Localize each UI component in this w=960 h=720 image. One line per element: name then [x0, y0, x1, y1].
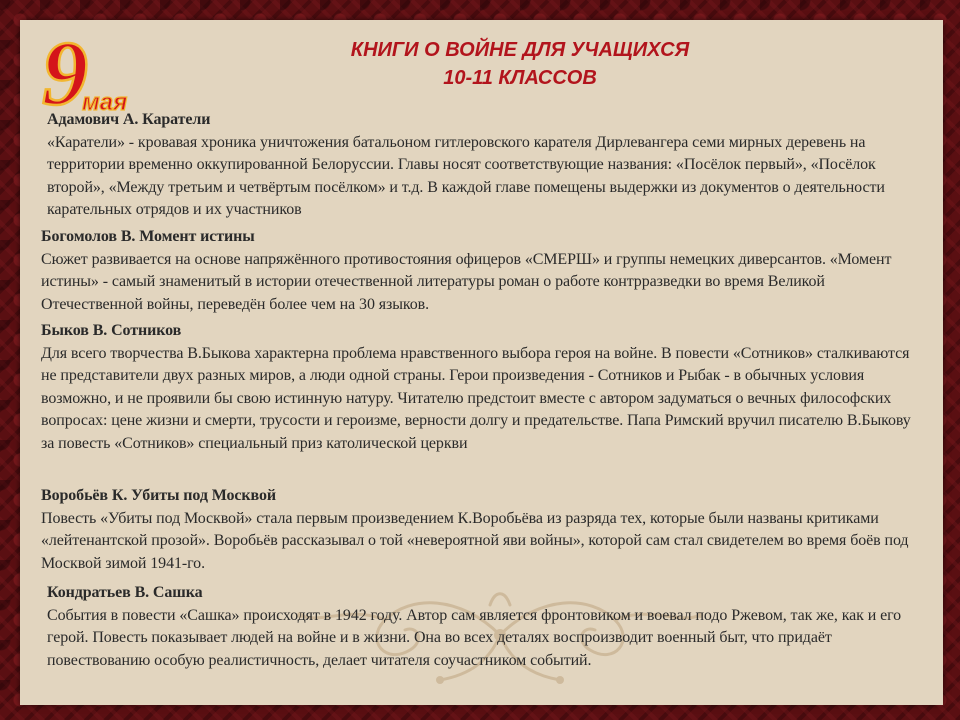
book-entry-bogomolov [41, 226, 921, 316]
book-entry-kondratyev [47, 582, 927, 672]
title-line-1: КНИГИ О ВОЙНЕ ДЛЯ УЧАЩИХСЯ [350, 39, 690, 61]
book-heading: Богомолов В. Момент истины [41, 228, 255, 245]
logo-number: 9 [42, 32, 88, 116]
book-heading: Воробьёв К. Убиты под Москвой [41, 487, 276, 504]
book-heading: Адамович А. Каратели [47, 111, 211, 128]
logo-word: мая [82, 89, 128, 116]
may-9-logo-graphic [40, 32, 160, 116]
book-description: Повесть «Убиты под Москвой» стала первым произведением К.Воробьёва из разряда тех, которые были названы критиками «лейтенантской прозой». Воробьёв рассказывал о той «невероятной яви войны», которой сам стал свидетелем во время боёв под Москвой зимой 1941-го. [41, 509, 909, 572]
book-heading: Кондратьев В. Сашка [47, 584, 203, 601]
book-description: «Каратели» - кровавая хроника уничтожения батальоном гитлеровского карателя Дирлевангера семи мирных деревень на территории временно оккупированной Белоруссии. Главы носят соответствующие названия: «Посёлок первый», «Посёлок второй», «Между третьим и четвёртым посёлком» и т.д. В каждой главе помещены выдержки из документов о деятельности карательных отрядов и их участников [47, 133, 885, 218]
book-entry-bykov [41, 320, 921, 455]
book-description: Для всего творчества В.Быкова характерна проблема нравственного выбора героя на войне. В повести «Сотников» сталкиваются не представители двух разных миров, а люди одной страны. Герои произведения - Сотников и Рыбак - в обычных условия возможно, и не проявили бы свою истинную натуру. Читателю предстоит вместе с автором задуматься о вечных философских вопросах: цене жизни и смерти, трусости и героизме, верности долгу и предательстве. Папа Римский вручил писателю В.Быкову за повесть «Сотников» специальный приз католической церкви [41, 344, 911, 452]
book-entry-vorobyov [41, 485, 921, 575]
book-entry-adamovich [47, 109, 927, 222]
may-9-logo [40, 32, 160, 116]
content-panel [20, 20, 943, 705]
page-title [260, 36, 780, 92]
book-description: События в повести «Сашка» происходят в 1942 году. Автор сам является фронтовиком и воевал подо Ржевом, так же, как и его герой. Повесть показывает людей на войне и в жизни. Она во всех деталях воспроизводит военный быт, что придаёт повествованию особую реалистичность, делает читателя соучастником событий. [47, 606, 902, 669]
title-line-2: 10-11 КЛАССОВ [443, 67, 597, 89]
book-heading: Быков В. Сотников [41, 322, 182, 339]
book-description: Сюжет развивается на основе напряжённого противостояния офицеров «СМЕРШ» и группы немецких диверсантов. «Момент истины» - самый знаменитый в истории отечественной литературы роман о работе контрразведки во время Великой Отечественной войны, переведён более чем на 30 языков. [41, 250, 892, 313]
